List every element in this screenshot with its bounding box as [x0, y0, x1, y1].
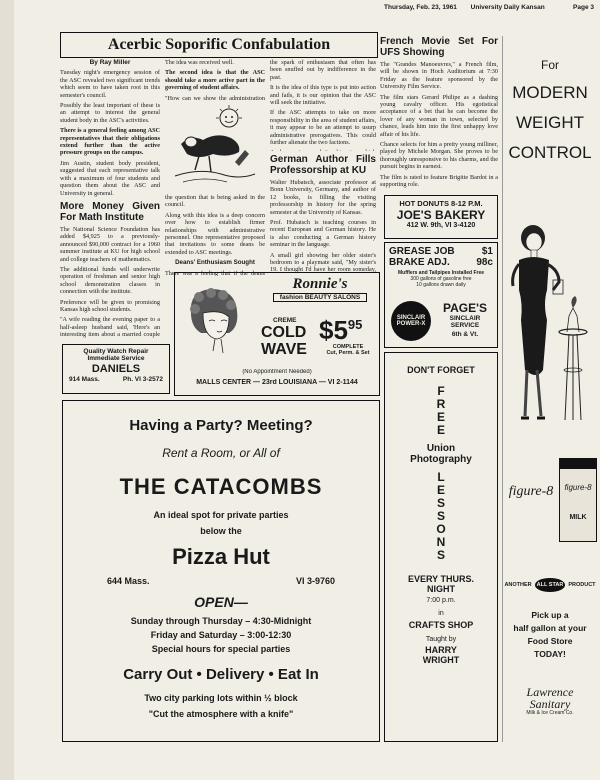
stacked-letter: E [436, 483, 445, 497]
ronnies-address: MALLS CENTER — 23rd LOUISIANA — VI 2-1144 [196, 379, 358, 386]
figure8-for: For [541, 58, 559, 72]
french-p5 [380, 192, 498, 193]
catacombs-l1: Having a Party? Meeting? [129, 417, 313, 434]
brake-label: BRAKE ADJ. [389, 257, 450, 268]
stacked-letter: R [436, 397, 446, 411]
math-article [60, 201, 160, 339]
pickup-l3: Food Store [527, 636, 573, 646]
acerbic-c2p6: There was a feeling that if the deans [165, 269, 265, 276]
lessons-every: EVERY THURS. [407, 574, 474, 584]
acerbic-col-3 [270, 59, 376, 151]
carton-brand: figure-8 [564, 483, 592, 492]
ronnies-logo [265, 277, 375, 303]
gasoline-line: 300 gallons of gasoline free [410, 276, 472, 282]
page-header [384, 4, 594, 14]
pages-name: PAGE'S [443, 301, 487, 315]
catacombs-l2: Rent a Room, or All of [162, 446, 280, 460]
dairy-l3: Milk & Ice Cream Co. [526, 710, 574, 716]
acerbic-c2p1: The idea was received well. [165, 59, 234, 66]
lessons-ad [384, 352, 498, 742]
french-p1: The "Grandes Manoeuvres," a French film, will be shown in Hoch Auditorium at 7:30 Friday as the feature sponsored by the University Film Service. [380, 61, 498, 91]
header-date: Thursday, Feb. 23, 1961 [384, 4, 457, 11]
lessons-taught: Taught by [425, 636, 457, 643]
catacombs-h2: Friday and Saturday – 3:00-12:30 [150, 630, 292, 640]
ronnies-name: Ronnie's [292, 277, 348, 292]
daniels-name: DANIELS [91, 363, 141, 375]
carton-top [560, 459, 596, 469]
header-paper: University Daily Kansan [470, 4, 545, 11]
stacked-letter: S [436, 509, 445, 523]
catacombs-h3: Special hours for special parties [151, 644, 291, 654]
pickup-l2: half gallon at your [513, 623, 587, 633]
math-title: More Money Given For Math Institute [60, 201, 160, 223]
ronnies-creme: CREME [273, 317, 297, 324]
stacked-letter: E [436, 410, 445, 424]
daniels-ad [62, 344, 170, 394]
price-dollar: $5 [319, 317, 348, 345]
allstar-line [503, 578, 597, 592]
carton-milk: MILK [569, 514, 587, 521]
stacked-letter: E [436, 423, 445, 437]
stacked-letter: S [436, 548, 445, 562]
acerbic-p4: Jim Austin, student body president, suggested that each representative talk with a maximum of four students and question them about the ASC and University in general. [60, 159, 160, 197]
ronnies-wave1: COLD [261, 324, 307, 341]
ronnies-cut: Cut, Perm. & Set [326, 350, 370, 356]
math-p2: The additional funds will underwrite operation of freshman and senior high school demonstration classes in connection with the institute. [60, 266, 160, 296]
drawn-line: 10 gallons drawn daily [416, 282, 466, 288]
catacombs-open: OPEN— [194, 594, 248, 610]
math-p3: Preference will be given to promising Kansas high school students. [60, 298, 160, 314]
acerbic-c3p4 [270, 149, 376, 151]
french-p2: The film stars Gerard Philipe as a dashing young cavalry officer. His egotistical acceptance of a bet that he can become the lover of any woman in town, selected by chance, leads him into the first unhappy love affair of his life. [380, 93, 498, 138]
figure8-h1: MODERN [512, 83, 588, 102]
joes-ad [384, 195, 498, 239]
catacombs-slogan: "Cut the atmosphere with a knife" [148, 709, 294, 719]
german-article [270, 154, 376, 274]
acerbic-p1: Tuesday night's emergency session of the ASC revealed two significant trends which seem to have taken root in this semester's council. [60, 69, 160, 99]
stacked-letter: F [437, 384, 445, 398]
lessons-time: 7:00 p.m. [426, 597, 456, 604]
stacked-letter: N [436, 535, 446, 549]
figure8-ad [502, 36, 597, 742]
ronnies-sub: fashion BEAUTY SALONS [273, 293, 367, 302]
grease-price: $1 [481, 246, 493, 257]
catacombs-carry: Carry Out • Delivery • Eat In [123, 666, 319, 683]
product-label: PRODUCT [568, 582, 596, 588]
joes-hours: HOT DONUTS 8-12 P.M. [399, 199, 483, 208]
cold-wave-block [261, 317, 317, 358]
lessons-free [385, 385, 497, 437]
cartoon-illustration [169, 104, 261, 192]
stacked-letter: L [437, 470, 445, 484]
catacombs-l6: Pizza Hut [172, 544, 270, 569]
ronnies-complete: COMPLETE [332, 344, 364, 350]
another-label: ANOTHER [504, 582, 532, 588]
catacombs-l3: THE CATACOMBS [119, 474, 323, 499]
daniels-line1: Quality Watch Repair [83, 348, 149, 355]
german-p1: Walter Hubatsch, associate professor at Bonn University, Germany, and author of 12 books, is filling the visiting professorship in history for the spring semester at the University of Kansas. [270, 179, 376, 216]
lessons-top: DON'T FORGET [407, 365, 475, 375]
catacombs-h1: Sunday through Thursday – 4:30-Midnight [130, 616, 312, 626]
catacombs-l4: An ideal spot for private parties [153, 510, 289, 520]
lessons-in: in [438, 610, 444, 617]
ronnies-wave2: WAVE [261, 341, 307, 358]
woman-figure-illustration [503, 220, 597, 452]
dairy-l1: Lawrence [526, 686, 574, 699]
acerbic-p3: There is a general feeling among ASC representatives that their obligations extend further than the active pressure groups on the campus. [60, 127, 160, 157]
daniels-phone: Ph. VI 3-2572 [122, 376, 163, 383]
acerbic-p2: Possibly the least important of these is an attempt to interest the general student body in the ASC's activities. [60, 102, 160, 124]
german-p2: Prof. Hubatsch is teaching courses in recent European and German history. He is also conducting a German history seminar in the language. [270, 219, 376, 249]
lessons-shop: CRAFTS SHOP [408, 620, 474, 630]
acerbic-sub2: Deans' Enthusiasm Sought [175, 259, 255, 267]
french-title: French Movie Set For UFS Showing [380, 36, 498, 58]
lawrence-sanitary-logo [503, 686, 597, 716]
stacked-letter: O [436, 522, 446, 536]
catacombs-ad [62, 400, 380, 742]
pages-sinclair: SINCLAIR SERVICE [449, 315, 481, 329]
newspaper-page [14, 0, 600, 780]
stacked-letter: S [436, 496, 445, 510]
acerbic-c3p3: If the ASC attempts to take on more responsibility in the area of student affairs, it may appear to be an attempt to usurp administrative prerogatives. This could further alienate the two factions. [270, 109, 376, 147]
left-margin [0, 0, 15, 780]
sinclair-logo-text: SINCLAIR POWER-X [396, 315, 426, 327]
lessons-night: NIGHT [427, 584, 455, 594]
catacombs-contact [63, 570, 379, 586]
figure8-h3: CONTROL [508, 143, 592, 162]
price-cents: 95 [347, 317, 363, 332]
french-p4: The film is rated to feature Brigitte Bardot in a supporting role. [380, 173, 498, 189]
dairy-l2: Sanitary [529, 697, 571, 711]
daniels-contact [63, 375, 169, 384]
brake-price: 98c [476, 257, 493, 268]
woman-sketch [181, 283, 245, 357]
catacombs-l5: below the [200, 526, 242, 536]
ronnies-noappt: (No Appointment Needed) [242, 369, 312, 375]
price-block [319, 317, 377, 356]
catacombs-phone: VI 3-9760 [295, 576, 335, 586]
german-title: German Author Fills Professorship at KU [270, 154, 376, 176]
grease-line [385, 243, 497, 257]
grease-label: GREASE JOB [389, 246, 455, 257]
price [319, 317, 377, 344]
lessons-teacher2: WRIGHT [422, 655, 460, 665]
acerbic-c2p3: "How can we show the administration [165, 94, 265, 101]
acerbic-col-2a [165, 59, 265, 101]
daniels-line2: Immediate Service [87, 355, 145, 362]
lessons-teacher1: HARRY [425, 645, 457, 655]
brake-line [385, 257, 497, 268]
french-article [380, 36, 498, 192]
figure8-h2: WEIGHT [516, 113, 584, 132]
acerbic-title: Acerbic Soporific Confabulation [107, 36, 331, 53]
math-p1: The National Science Foundation has added $4,925 to a previously-announced $90,000 contract for a 1960 summer institute at KU for high school and college teachers of mathematics. [60, 226, 160, 263]
lessons-photo: Photography [410, 454, 472, 465]
daniels-address: 914 Mass. [69, 376, 100, 383]
pickup-l1: Pick up a [531, 610, 569, 620]
acerbic-byline: By Ray Miller [89, 59, 131, 66]
pages-addr: 6th & Vt. [451, 331, 479, 338]
lessons-union: Union [426, 443, 456, 454]
joes-name: JOE'S BAKERY [396, 208, 486, 222]
acerbic-c2p5: Along with this idea is a deep concern over how to establish firmer relationships with administrative personnel. One representative proposed that invitations to some deans be extended to ASC meetings. [165, 211, 265, 256]
allstar-badge: ALL STAR [535, 578, 566, 592]
pages-station [435, 301, 495, 338]
milk-carton [559, 458, 597, 542]
german-p3: A small girl showing her older sister's bedroom to a playmate said, "My sister's 19. I thought I'd have her room someday, [270, 251, 376, 274]
sinclair-logo [391, 301, 431, 341]
math-p4: "A wife reading the evening paper to a half-asleep husband said, 'Here's an interesting item about a married couple [60, 316, 160, 339]
pickup-l4: TODAY! [534, 649, 566, 659]
acerbic-col-2b [165, 194, 265, 276]
pickup-block [503, 610, 597, 659]
acerbic-col-1 [60, 59, 160, 199]
figure8-brand: figure-8 [508, 484, 554, 499]
acerbic-title-box [60, 32, 378, 58]
acerbic-c3p2: It is the idea of this type is put into action and fails, it is our opinion that the ASC will seek the initiative. [270, 84, 376, 107]
pages-ad [384, 242, 498, 348]
lessons-word [385, 471, 497, 562]
acerbic-c2p4: the question that is being asked in the council. [165, 194, 265, 209]
acerbic-c3p1: the spark of enthusiasm that often has been snuffed out by indifference in the past. [270, 59, 376, 81]
joes-address: 412 W. 9th, VI 3-4120 [406, 222, 476, 229]
catacombs-address: 644 Mass. [107, 576, 150, 586]
header-page: Page 3 [573, 4, 594, 11]
acerbic-c2p2: The second idea is that the ASC should take a more active part in the governing of student affairs. [165, 69, 265, 92]
muffler-line: Mufflers and Tailpipes Installed Free [397, 270, 485, 276]
ronnies-ad [174, 272, 380, 396]
catacombs-parking: Two city parking lots within ½ block [144, 693, 298, 703]
french-p3: Chance selects for him a pretty young milliner, played by Michele Morgan. She proves to be thoroughly unresponsive to his charms, and the pursuit begins in earnest. [380, 141, 498, 171]
